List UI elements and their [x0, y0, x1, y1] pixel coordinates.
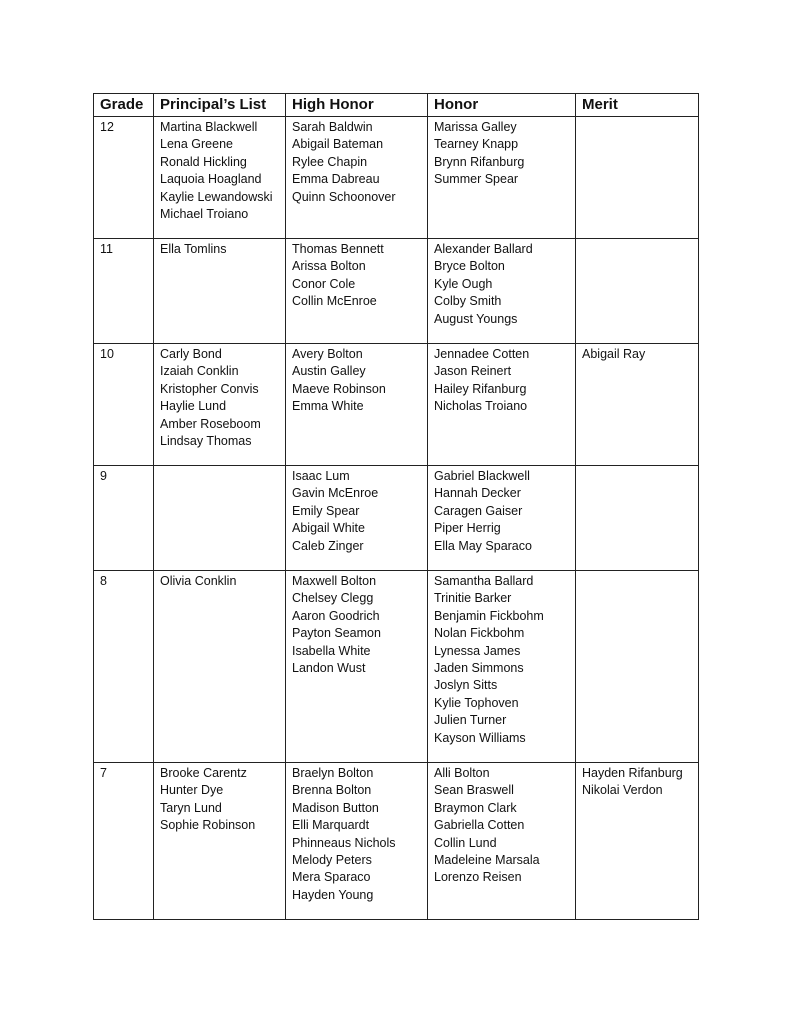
student-name: Carly Bond — [160, 347, 222, 361]
student-name: Emily Spear — [292, 503, 360, 518]
table-row — [94, 239, 699, 344]
student-name: Izaiah Conklin — [160, 364, 239, 379]
student-name: Brenna Bolton — [292, 783, 372, 798]
high-honor-cell — [286, 239, 428, 344]
table-row — [94, 117, 699, 239]
student-name: Piper Herrig — [434, 521, 501, 536]
student-name: Kristopher Convis — [160, 381, 259, 396]
honor-cell — [428, 344, 576, 466]
header-principals-list: Principal’s List — [154, 94, 286, 117]
grade-cell: 9 — [94, 466, 154, 571]
student-name: Ella May Sparaco — [434, 538, 532, 553]
high-honor-cell — [286, 763, 428, 920]
student-name: Phinneaus Nichols — [292, 835, 396, 850]
student-name: Nikolai Verdon — [582, 783, 663, 798]
student-name: Braelyn Bolton — [292, 766, 374, 780]
table-row — [94, 344, 699, 466]
principals-list-cell — [154, 344, 286, 466]
student-name: Rylee Chapin — [292, 154, 368, 169]
student-name: Taryn Lund — [160, 800, 222, 815]
header-honor: Honor — [428, 94, 576, 117]
student-name: Ronald Hickling — [160, 154, 247, 169]
merit-cell — [576, 571, 699, 763]
high-honor-cell — [286, 466, 428, 571]
student-name: Laquoia Hoagland — [160, 172, 262, 187]
principals-list-cell — [154, 466, 286, 571]
student-name: Hayden Young — [292, 887, 374, 902]
student-name: Avery Bolton — [292, 347, 363, 361]
student-name: Kyle Ough — [434, 276, 493, 291]
student-name: Maeve Robinson — [292, 381, 386, 396]
student-name: Joslyn Sitts — [434, 678, 498, 693]
student-name: Hannah Decker — [434, 486, 521, 501]
student-name: Martina Blackwell — [160, 120, 258, 134]
grade-cell: 10 — [94, 344, 154, 466]
honor-cell — [428, 763, 576, 920]
grade-cell: 7 — [94, 763, 154, 920]
student-name: Bryce Bolton — [434, 259, 505, 274]
high-honor-cell — [286, 571, 428, 763]
student-name: Brooke Carentz — [160, 766, 247, 780]
student-name: Kayson Williams — [434, 730, 526, 745]
student-name: Payton Seamon — [292, 626, 381, 641]
student-name: Caleb Zinger — [292, 538, 364, 553]
student-name: Colby Smith — [434, 294, 502, 309]
principals-list-cell — [154, 239, 286, 344]
merit-cell — [576, 763, 699, 920]
principals-list-cell — [154, 763, 286, 920]
honor-cell — [428, 466, 576, 571]
header-row — [94, 94, 699, 117]
student-name: Collin Lund — [434, 835, 497, 850]
student-name: Arissa Bolton — [292, 259, 366, 274]
student-name: Michael Troiano — [160, 207, 249, 222]
student-name: Conor Cole — [292, 276, 356, 291]
student-name: Melody Peters — [292, 853, 372, 868]
student-name: Landon Wust — [292, 661, 366, 676]
student-name: Thomas Bennett — [292, 242, 384, 256]
student-name: Jason Reinert — [434, 364, 512, 379]
high-honor-cell — [286, 117, 428, 239]
grade-cell: 11 — [94, 239, 154, 344]
student-name: August Youngs — [434, 311, 518, 326]
merit-cell — [576, 117, 699, 239]
high-honor-cell — [286, 344, 428, 466]
student-name: Sean Braswell — [434, 783, 514, 798]
student-name: Alli Bolton — [434, 766, 490, 780]
student-name: Samantha Ballard — [434, 574, 534, 588]
student-name: Abigail White — [292, 521, 365, 536]
honor-roll-table — [93, 93, 699, 920]
honor-cell — [428, 571, 576, 763]
student-name: Emma Dabreau — [292, 172, 380, 187]
student-name: Lynessa James — [434, 643, 521, 658]
student-name: Sarah Baldwin — [292, 120, 373, 134]
student-name: Jaden Simmons — [434, 661, 524, 676]
student-name: Julien Turner — [434, 713, 507, 728]
student-name: Trinitie Barker — [434, 591, 512, 606]
student-name: Gavin McEnroe — [292, 486, 379, 501]
student-name: Haylie Lund — [160, 399, 227, 414]
student-name: Alexander Ballard — [434, 242, 533, 256]
student-name: Kaylie Lewandowski — [160, 189, 273, 204]
student-name: Sophie Robinson — [160, 818, 256, 833]
grade-cell: 12 — [94, 117, 154, 239]
student-name: Caragen Gaiser — [434, 503, 523, 518]
student-name: Jennadee Cotten — [434, 347, 530, 361]
header-high-honor: High Honor — [286, 94, 428, 117]
student-name: Chelsey Clegg — [292, 591, 374, 606]
student-name: Madison Button — [292, 800, 379, 815]
student-name: Lindsay Thomas — [160, 434, 252, 449]
student-name: Hailey Rifanburg — [434, 381, 527, 396]
student-name: Madeleine Marsala — [434, 853, 540, 868]
student-name: Collin McEnroe — [292, 294, 377, 309]
student-name: Amber Roseboom — [160, 416, 261, 431]
student-name: Hunter Dye — [160, 783, 224, 798]
student-name: Emma White — [292, 399, 364, 414]
principals-list-cell — [154, 571, 286, 763]
header-merit: Merit — [576, 94, 699, 117]
student-name: Abigail Ray — [582, 347, 646, 361]
student-name: Maxwell Bolton — [292, 574, 377, 588]
student-name: Nolan Fickbohm — [434, 626, 525, 641]
header-grade: Grade — [94, 94, 154, 117]
merit-cell — [576, 344, 699, 466]
student-name: Tearney Knapp — [434, 137, 519, 152]
student-name: Olivia Conklin — [160, 574, 237, 588]
student-name: Marissa Galley — [434, 120, 517, 134]
student-name: Nicholas Troiano — [434, 399, 528, 414]
table-row — [94, 466, 699, 571]
student-name: Hayden Rifanburg — [582, 766, 683, 780]
student-name: Kylie Tophoven — [434, 695, 519, 710]
student-name: Abigail Bateman — [292, 137, 384, 152]
student-name: Mera Sparaco — [292, 870, 371, 885]
merit-cell — [576, 466, 699, 571]
student-name: Gabriella Cotten — [434, 818, 525, 833]
table-row — [94, 763, 699, 920]
student-name: Aaron Goodrich — [292, 608, 380, 623]
student-name: Quinn Schoonover — [292, 189, 396, 204]
honor-cell — [428, 117, 576, 239]
honor-cell — [428, 239, 576, 344]
student-name: Isabella White — [292, 643, 371, 658]
student-name: Isaac Lum — [292, 469, 350, 483]
student-name: Elli Marquardt — [292, 818, 370, 833]
table-row — [94, 571, 699, 763]
student-name: Summer Spear — [434, 172, 519, 187]
student-name: Brynn Rifanburg — [434, 154, 525, 169]
student-name: Lena Greene — [160, 137, 233, 152]
student-name: Ella Tomlins — [160, 242, 227, 256]
student-name: Gabriel Blackwell — [434, 469, 530, 483]
student-name: Benjamin Fickbohm — [434, 608, 544, 623]
student-name: Braymon Clark — [434, 800, 517, 815]
student-name: Austin Galley — [292, 364, 366, 379]
student-name: Lorenzo Reisen — [434, 870, 522, 885]
merit-cell — [576, 239, 699, 344]
principals-list-cell — [154, 117, 286, 239]
grade-cell: 8 — [94, 571, 154, 763]
